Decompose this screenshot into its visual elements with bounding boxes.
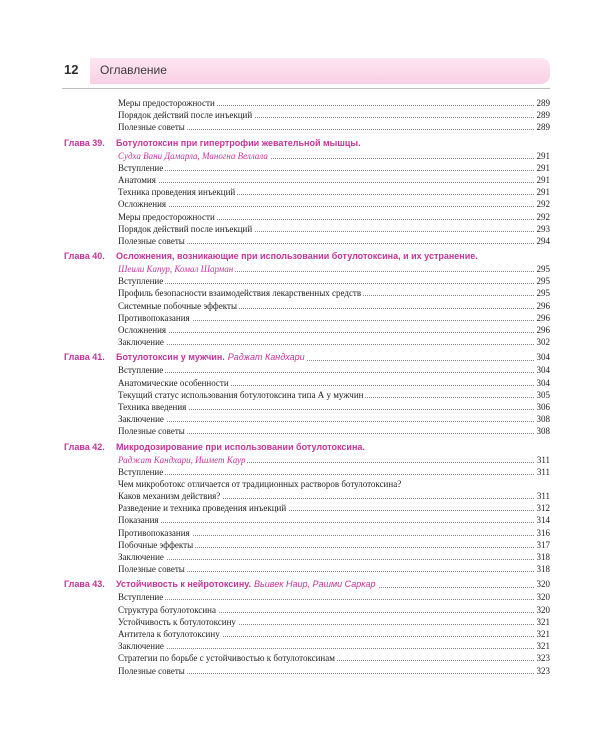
entry-title: Порядок действий после инъекций bbox=[118, 223, 253, 234]
toc-entry[interactable] bbox=[64, 616, 550, 628]
entry-title: Судха Вани Дамарла, Маногна Веллала bbox=[118, 150, 268, 161]
page-ref: 320 bbox=[536, 592, 550, 603]
entry-title: Устойчивость к ботулотоксину bbox=[118, 616, 236, 627]
toc-entry[interactable] bbox=[64, 466, 550, 478]
entry-title: Раджат Кандхари, Ишмет Каур bbox=[118, 454, 246, 465]
toc-entry[interactable] bbox=[64, 223, 550, 235]
entry-title: Стратегии по борьбе с устойчивостью к ботулотоксинам bbox=[118, 653, 335, 664]
page-ref: 302 bbox=[536, 337, 550, 348]
page-ref: 295 bbox=[536, 288, 550, 299]
toc-entry[interactable] bbox=[64, 174, 550, 186]
toc-entry[interactable] bbox=[64, 287, 550, 299]
page-ref: 312 bbox=[536, 503, 550, 514]
dot-leader bbox=[118, 283, 550, 284]
dot-leader bbox=[118, 648, 550, 649]
toc-entry[interactable] bbox=[64, 377, 550, 389]
toc-entry[interactable] bbox=[64, 324, 550, 336]
page-ref: 304 bbox=[536, 352, 550, 363]
entry-title: Противопоказания bbox=[118, 527, 190, 538]
page-ref: 318 bbox=[536, 564, 550, 575]
page-ref: 289 bbox=[536, 122, 550, 133]
dot-leader bbox=[118, 522, 550, 523]
entry-title: Вступление bbox=[118, 592, 164, 603]
toc-entry[interactable] bbox=[64, 591, 550, 603]
chapter-title: Микродозирование при использовании ботулотоксина. bbox=[116, 441, 365, 452]
page-number: 12 bbox=[64, 62, 79, 77]
toc-entry[interactable] bbox=[64, 186, 550, 198]
dot-leader bbox=[118, 372, 550, 373]
entry-title: Структура ботулотоксина bbox=[118, 604, 216, 615]
page-ref: 295 bbox=[536, 264, 550, 275]
entry-title: Текущий статус использования ботулотоксина типа А у мужчин bbox=[118, 389, 364, 400]
page-ref: 323 bbox=[536, 653, 550, 664]
toc-entry[interactable] bbox=[64, 121, 550, 133]
entry-title: Полезные советы bbox=[118, 426, 185, 437]
toc-entry[interactable] bbox=[64, 336, 550, 348]
toc-entry[interactable] bbox=[64, 604, 550, 616]
chapter-authors: Раджат Кандхари bbox=[227, 352, 305, 363]
entry-title: Вступление bbox=[118, 365, 164, 376]
toc-entry[interactable] bbox=[64, 652, 550, 664]
page-ref: 317 bbox=[536, 539, 550, 550]
chapter-heading[interactable] bbox=[64, 250, 550, 263]
entry-title: Системные побочные эффекты bbox=[118, 300, 237, 311]
toc-entry[interactable] bbox=[64, 162, 550, 174]
dot-leader bbox=[118, 170, 550, 171]
toc-entry[interactable] bbox=[64, 551, 550, 563]
dot-leader bbox=[118, 206, 550, 207]
page-ref: 320 bbox=[536, 604, 550, 615]
entry-title: Полезные советы bbox=[118, 235, 185, 246]
chapter-title-group bbox=[116, 250, 478, 263]
page-ref: 291 bbox=[536, 174, 550, 185]
dot-leader bbox=[118, 344, 550, 345]
toc-entry[interactable] bbox=[64, 539, 550, 551]
page-ref: 311 bbox=[536, 491, 550, 502]
toc-entry[interactable] bbox=[64, 364, 550, 376]
page-ref: 293 bbox=[536, 223, 550, 234]
dot-leader bbox=[118, 182, 550, 183]
page-title: Оглавление bbox=[100, 63, 167, 77]
page-ref: 308 bbox=[536, 426, 550, 437]
entry-title: Полезные советы bbox=[118, 122, 185, 133]
header-rule bbox=[62, 88, 550, 89]
page-ref: 304 bbox=[536, 377, 550, 388]
toc-entry[interactable] bbox=[64, 527, 550, 539]
page-ref: 291 bbox=[536, 187, 550, 198]
entry-title: Осложнения bbox=[118, 325, 167, 335]
chapter-title: Устойчивость к нейротоксину. bbox=[116, 579, 251, 590]
entry-title: Побочные эффекты bbox=[118, 539, 194, 550]
toc-entry[interactable] bbox=[64, 275, 550, 287]
page-ref: 321 bbox=[536, 628, 550, 639]
page-ref: 296 bbox=[536, 325, 550, 335]
toc-entry[interactable] bbox=[64, 300, 550, 312]
page-ref: 296 bbox=[536, 300, 550, 311]
entry-title: Вступление bbox=[118, 276, 164, 287]
toc-entry[interactable] bbox=[64, 235, 550, 247]
toc-entry[interactable] bbox=[64, 640, 550, 652]
dot-leader bbox=[118, 421, 550, 422]
page-ref: 295 bbox=[536, 276, 550, 287]
page-ref: 291 bbox=[536, 162, 550, 173]
entry-title: Вступление bbox=[118, 162, 164, 173]
page-ref: 320 bbox=[536, 579, 550, 590]
entry-title: Техника проведения инъекций bbox=[118, 187, 236, 198]
entry-title: Анатомические особенности bbox=[118, 377, 229, 388]
entry-title: Антитела к ботулотоксину bbox=[118, 628, 220, 639]
chapter-title: Ботулотоксин при гипертрофии жевательной мышцы. bbox=[116, 137, 361, 148]
chapter-title-group bbox=[116, 441, 365, 454]
toc-entry[interactable] bbox=[64, 628, 550, 640]
page-ref: 311 bbox=[536, 454, 550, 465]
chapter-label: Глава 43. bbox=[64, 579, 105, 590]
chapter-heading[interactable] bbox=[64, 137, 550, 150]
toc-entry[interactable] bbox=[64, 665, 550, 677]
entry-title: Техника введения bbox=[118, 401, 187, 412]
entry-title: Разведение и техника проведения инъекций bbox=[118, 503, 287, 514]
chapter-heading[interactable] bbox=[64, 351, 550, 364]
page-ref: 292 bbox=[536, 199, 550, 210]
chapter-title-group bbox=[116, 351, 307, 364]
toc-entry[interactable] bbox=[64, 312, 550, 324]
chapter-heading[interactable] bbox=[64, 578, 550, 591]
toc-entry[interactable] bbox=[64, 401, 550, 413]
toc-entry[interactable] bbox=[64, 563, 550, 575]
page-ref: 321 bbox=[536, 641, 550, 652]
entry-title: Шеили Капур, Комал Шарман bbox=[118, 264, 234, 275]
page-ref: 296 bbox=[536, 312, 550, 323]
entry-title: Меры предосторожности bbox=[118, 211, 215, 222]
chapter-label: Глава 39. bbox=[64, 137, 105, 148]
entry-title: Осложнения bbox=[118, 199, 167, 210]
page-ref: 314 bbox=[536, 515, 550, 526]
page-ref: 289 bbox=[536, 110, 550, 121]
toc-entry[interactable] bbox=[64, 211, 550, 223]
chapter-heading[interactable] bbox=[64, 441, 550, 454]
dot-leader bbox=[118, 599, 550, 600]
page-ref: 308 bbox=[536, 414, 550, 425]
page-header bbox=[0, 56, 600, 90]
chapter-title: Осложнения, возникающие при использовании ботулотоксина, и их устранение. bbox=[116, 251, 478, 262]
chapter-label: Глава 42. bbox=[64, 441, 105, 452]
chapter-title-group bbox=[116, 137, 361, 150]
page-ref: 294 bbox=[536, 235, 550, 246]
entry-title: Порядок действий после инъекций bbox=[118, 110, 253, 121]
entry-title: Чем микроботокс отличается от традиционных растворов ботулотоксина? bbox=[118, 478, 402, 489]
page-ref: 311 bbox=[536, 466, 550, 477]
toc-entry[interactable] bbox=[64, 514, 550, 526]
dot-leader bbox=[118, 332, 550, 333]
page-ref: 304 bbox=[536, 365, 550, 376]
chapter-authors: Вьивек Наир, Рашми Саркар bbox=[253, 579, 376, 590]
chapter-title: Ботулотоксин у мужчин. bbox=[116, 352, 225, 363]
toc-entry[interactable] bbox=[64, 490, 550, 502]
entry-title: Показания bbox=[118, 515, 159, 526]
table-of-contents bbox=[64, 97, 550, 677]
toc-entry[interactable] bbox=[64, 389, 550, 401]
toc-entry[interactable] bbox=[64, 478, 550, 490]
entry-title: Анатомия bbox=[118, 174, 156, 185]
chapter-authors[interactable] bbox=[64, 150, 550, 162]
page-ref: 316 bbox=[536, 527, 550, 538]
entry-title: Каков механизм действия? bbox=[118, 491, 221, 502]
dot-leader bbox=[118, 474, 550, 475]
toc-entry[interactable] bbox=[64, 425, 550, 437]
page-ref: 289 bbox=[536, 98, 550, 108]
entry-title: Полезные советы bbox=[118, 564, 185, 575]
toc-entry[interactable] bbox=[64, 97, 550, 109]
entry-title: Полезные советы bbox=[118, 665, 185, 676]
entry-title: Заключение bbox=[118, 641, 164, 652]
toc-entry[interactable] bbox=[64, 413, 550, 425]
dot-leader bbox=[118, 559, 550, 560]
entry-title: Меры предосторожности bbox=[118, 98, 215, 108]
chapter-authors[interactable] bbox=[64, 263, 550, 275]
page-ref: 306 bbox=[536, 401, 550, 412]
entry-title: Заключение bbox=[118, 552, 164, 562]
page-ref: 305 bbox=[536, 389, 550, 400]
entry-title: Заключение bbox=[118, 337, 164, 348]
entry-title: Профиль безопасности взаимодействия лекарственных средств bbox=[118, 288, 362, 299]
toc-entry[interactable] bbox=[64, 198, 550, 210]
chapter-authors[interactable] bbox=[64, 454, 550, 466]
toc-entry[interactable] bbox=[64, 502, 550, 514]
toc-entry[interactable] bbox=[64, 109, 550, 121]
page-ref: 318 bbox=[536, 552, 550, 562]
entry-title: Заключение bbox=[118, 414, 164, 425]
entry-title: Противопоказания bbox=[118, 312, 190, 323]
page-ref: 292 bbox=[536, 211, 550, 222]
page-ref: 321 bbox=[536, 616, 550, 627]
entry-title: Вступление bbox=[118, 466, 164, 477]
page-ref: 323 bbox=[536, 665, 550, 676]
chapter-label: Глава 40. bbox=[64, 251, 105, 262]
chapter-label: Глава 41. bbox=[64, 352, 105, 363]
chapter-title-group bbox=[116, 578, 378, 591]
page-ref: 291 bbox=[536, 150, 550, 161]
